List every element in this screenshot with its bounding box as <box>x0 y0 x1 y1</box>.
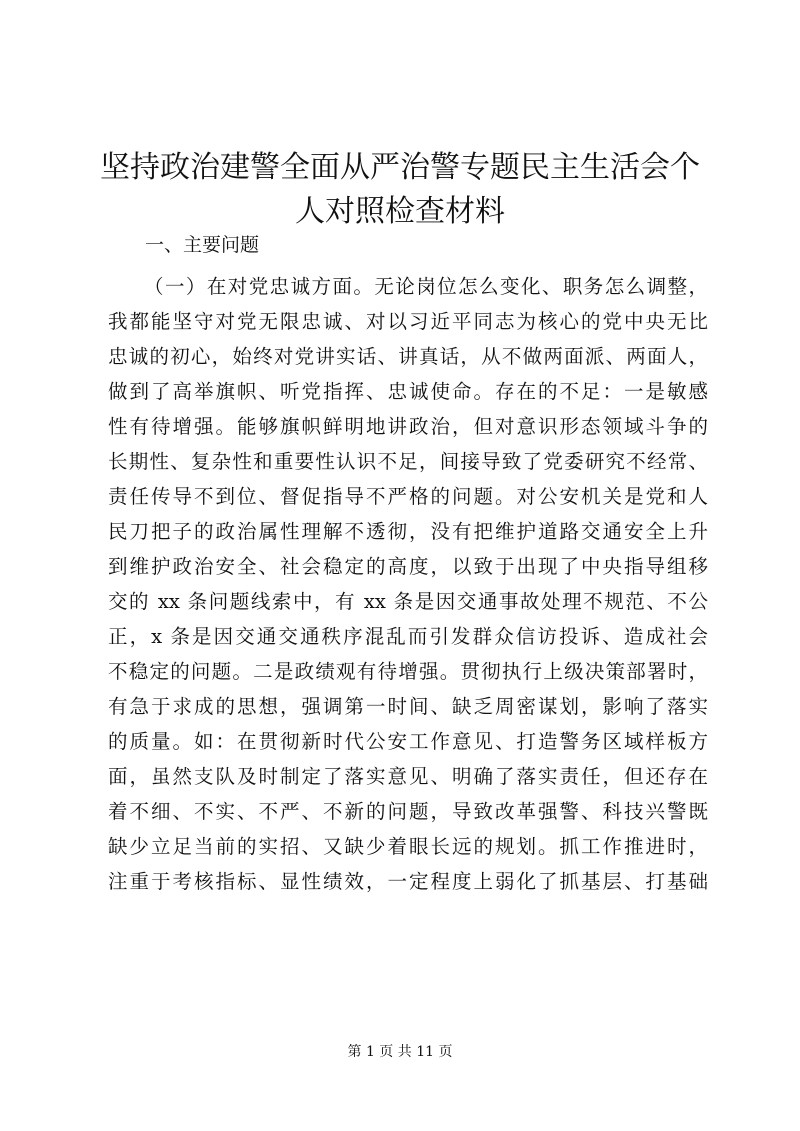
paragraph-line: 到维护政治安全、社会稳定的高度，以致于出现了中央指导组移 <box>108 555 708 578</box>
paragraph-line: 有急于求成的思想，强调第一时间、缺乏周密谋划，影响了落实 <box>108 695 708 718</box>
paragraph-line: 忠诚的初心，始终对党讲实话、讲真话，从不做两面派、两面人， <box>108 345 708 368</box>
paragraph-line: （一）在对党忠诚方面。无论岗位怎么变化、职务怎么调整， <box>144 275 708 298</box>
paragraph-body <box>108 272 708 902</box>
paragraph-line: 着不细、不实、不严、不新的问题，导致改革强警、科技兴警既 <box>108 800 708 823</box>
title-line: 坚持政治建警全面从严治警专题民主生活会个 <box>100 150 700 185</box>
paragraph-line: 不稳定的问题。二是政绩观有待增强。贯彻执行上级决策部署时， <box>108 660 708 683</box>
paragraph-line: 面，虽然支队及时制定了落实意见、明确了落实责任，但还存在 <box>108 765 708 788</box>
paragraph-line: 注重于考核指标、显性绩效，一定程度上弱化了抓基层、打基础 <box>108 870 708 893</box>
paragraph-line: 责任传导不到位、督促指导不严格的问题。对公安机关是党和人 <box>108 485 708 508</box>
title-line: 人对照检查材料 <box>295 194 505 229</box>
paragraph-line: 做到了高举旗帜、听党指挥、忠诚使命。存在的不足：一是敏感 <box>108 380 708 403</box>
paragraph-line: 民刀把子的政治属性理解不透彻，没有把维护道路交通安全上升 <box>108 520 708 543</box>
paragraph-line: 的质量。如：在贯彻新时代公安工作意见、打造警务区域样板方 <box>108 730 708 753</box>
paragraph-line: 我都能坚守对党无限忠诚、对以习近平同志为核心的党中央无比 <box>108 310 708 333</box>
document-title <box>92 146 708 234</box>
paragraph-line: 交的 xx 条问题线索中，有 xx 条是因交通事故处理不规范、不公 <box>108 590 708 613</box>
section-heading: 一、主要问题 <box>145 234 260 256</box>
paragraph-line: 正，x 条是因交通交通秩序混乱而引发群众信访投诉、造成社会 <box>108 625 708 648</box>
paragraph-line: 性有待增强。能够旗帜鲜明地讲政治，但对意识形态领域斗争的 <box>108 415 708 438</box>
page-number-footer: 第 1 页 共 11 页 <box>347 1044 453 1060</box>
paragraph-line: 长期性、复杂性和重要性认识不足，间接导致了党委研究不经常、 <box>108 450 708 473</box>
paragraph-line: 缺少立足当前的实招、又缺少着眼长远的规划。抓工作推进时， <box>108 835 708 858</box>
